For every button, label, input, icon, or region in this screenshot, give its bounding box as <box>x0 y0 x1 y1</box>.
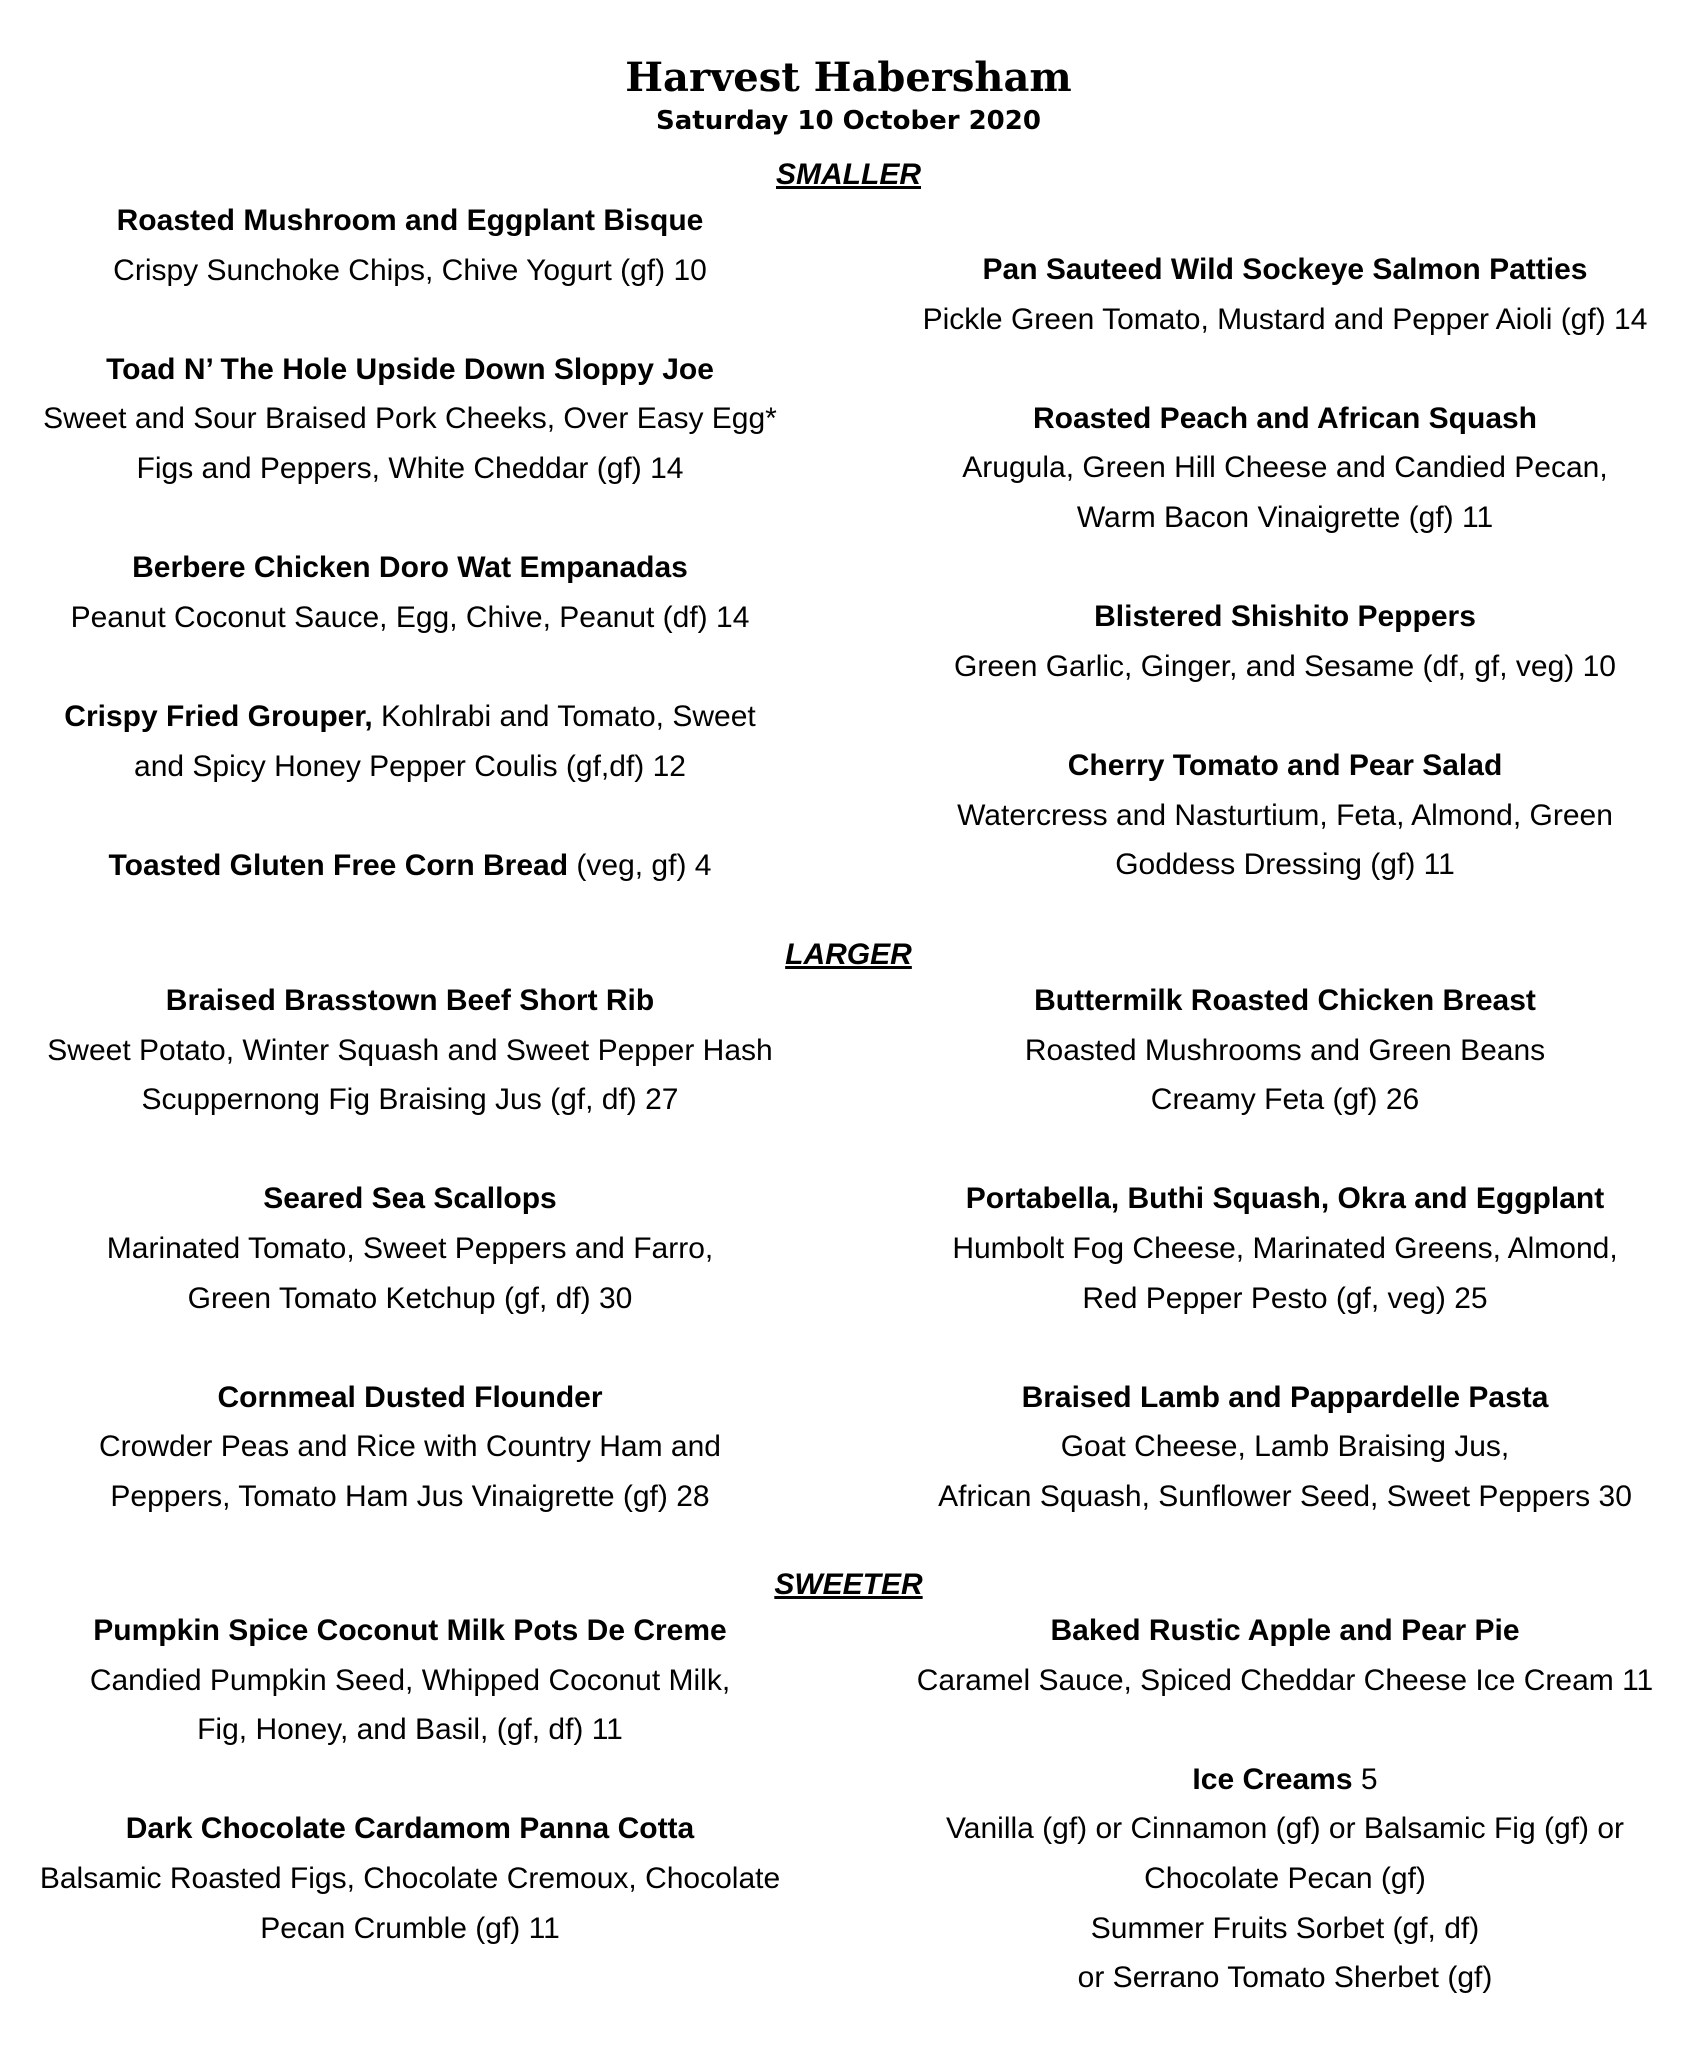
dish-name: Blistered Shishito Peppers <box>1094 600 1476 634</box>
larger-left-column <box>20 976 800 1522</box>
section-heading-sweeter: SWEETER <box>774 1568 923 1601</box>
dish-name: Buttermilk Roasted Chicken Breast <box>1034 984 1536 1017</box>
dish-description: Sweet and Sour Braised Pork Cheeks, Over Easy Egg* <box>43 402 777 436</box>
smaller-right-column <box>890 245 1680 890</box>
restaurant-title: Harvest Habersham <box>625 54 1072 101</box>
menu-item <box>20 543 800 642</box>
menu-item <box>20 345 800 494</box>
dish-description: Vanilla (gf) or Cinnamon (gf) or Balsamic Fig (gf) or <box>946 1812 1624 1846</box>
dish-description: and Spicy Honey Pepper Coulis (gf,df) 12 <box>134 749 686 783</box>
dish-description: Arugula, Green Hill Cheese and Candied Pecan, <box>962 451 1608 485</box>
menu-item-heading <box>20 345 800 395</box>
menu-item <box>890 1373 1680 1522</box>
dish-name: Toad N’ The Hole Upside Down Sloppy Joe <box>106 352 714 386</box>
dish-description: Humbolt Fog Cheese, Marinated Greens, Almond, <box>952 1231 1618 1265</box>
dish-name: Ice Creams <box>1192 1762 1353 1796</box>
dish-description: Warm Bacon Vinaigrette (gf) 11 <box>1076 500 1494 534</box>
dish-description: Goat Cheese, Lamb Braising Jus, <box>1060 1430 1510 1464</box>
dish-description: Watercress and Nasturtium, Feta, Almond, Green <box>957 798 1613 832</box>
dish-description: Peanut Coconut Sauce, Egg, Chive, Peanut (df) 14 <box>70 600 750 634</box>
section-heading-larger: LARGER <box>785 938 912 971</box>
dish-description: Balsamic Roasted Figs, Chocolate Cremoux, Chocolate <box>39 1861 781 1895</box>
dish-description: Goddess Dressing (gf) 11 <box>1115 848 1455 882</box>
menu-item <box>890 245 1680 344</box>
menu-item-heading <box>890 741 1680 791</box>
menu-item <box>20 1606 800 1755</box>
dish-name: Berbere Chicken Doro Wat Empanadas <box>132 551 688 585</box>
sweeter-right-column <box>890 1606 1680 2003</box>
dish-description: Summer Fruits Sorbet (gf, df) <box>1090 1911 1480 1945</box>
menu-item-heading <box>20 692 800 742</box>
menu-item <box>890 394 1680 543</box>
dish-name: Pan Sauteed Wild Sockeye Salmon Patties <box>982 253 1588 286</box>
dish-description: Roasted Mushrooms and Green Beans <box>1024 1033 1546 1067</box>
dish-description: Sweet Potato, Winter Squash and Sweet Pepper Hash <box>47 1033 773 1067</box>
smaller-left-column <box>20 196 800 890</box>
menu-item <box>20 841 800 891</box>
menu-item <box>20 196 800 295</box>
menu-item-heading <box>890 592 1680 642</box>
menu-item-heading <box>890 1174 1680 1224</box>
dish-description: Scuppernong Fig Braising Jus (gf, df) 27 <box>141 1083 679 1117</box>
menu-item <box>20 976 800 1125</box>
dish-name: Portabella, Buthi Squash, Okra and Eggplant <box>965 1182 1605 1216</box>
menu-date: Saturday 10 October 2020 <box>656 106 1041 136</box>
menu-item-heading <box>890 1606 1680 1656</box>
menu-item-heading <box>890 976 1680 1026</box>
dish-name: Toasted Gluten Free Corn Bread <box>108 848 569 882</box>
dish-name: Crispy Fried Grouper, <box>64 699 373 733</box>
menu-item-heading <box>20 543 800 593</box>
dish-inline-detail: (veg, gf) 4 <box>568 848 712 882</box>
dish-name: Pumpkin Spice Coconut Milk Pots De Creme <box>93 1614 727 1647</box>
dish-description: Crispy Sunchoke Chips, Chive Yogurt (gf) 10 <box>113 253 707 287</box>
dish-name: Roasted Peach and African Squash <box>1032 401 1538 435</box>
dish-description: Green Garlic, Ginger, and Sesame (df, gf, veg) 10 <box>954 649 1616 683</box>
menu-item-heading <box>890 245 1680 295</box>
dish-name: Braised Brasstown Beef Short Rib <box>165 984 655 1017</box>
dish-description: Marinated Tomato, Sweet Peppers and Farro, <box>106 1231 714 1265</box>
menu-item-heading <box>20 1174 800 1224</box>
dish-description: or Serrano Tomato Sherbet (gf) <box>1077 1961 1493 1995</box>
menu-item <box>20 1804 800 1953</box>
dish-description: African Squash, Sunflower Seed, Sweet Peppers 30 <box>938 1479 1632 1513</box>
dish-inline-detail: Kohlrabi and Tomato, Sweet <box>372 699 756 733</box>
menu-item <box>890 741 1680 890</box>
dish-inline-detail: 5 <box>1352 1762 1378 1796</box>
dish-description: Candied Pumpkin Seed, Whipped Coconut Milk, <box>89 1663 731 1697</box>
dish-name: Cherry Tomato and Pear Salad <box>1067 748 1503 782</box>
menu-item-heading <box>890 394 1680 444</box>
menu-item-heading <box>20 841 800 891</box>
dish-name: Dark Chocolate Cardamom Panna Cotta <box>125 1812 695 1846</box>
menu-item-heading <box>20 1804 800 1854</box>
dish-name: Seared Sea Scallops <box>263 1182 557 1216</box>
dish-description: Fig, Honey, and Basil, (gf, df) 11 <box>197 1713 623 1747</box>
dish-description: Pickle Green Tomato, Mustard and Pepper Aioli (gf) 14 <box>922 302 1648 336</box>
menu-item <box>20 1174 800 1323</box>
dish-description: Crowder Peas and Rice with Country Ham and <box>99 1430 721 1464</box>
dish-description: Creamy Feta (gf) 26 <box>1150 1083 1420 1117</box>
dish-description: Figs and Peppers, White Cheddar (gf) 14 <box>136 451 684 485</box>
dish-name: Roasted Mushroom and Eggplant Bisque <box>116 204 704 237</box>
menu-item-heading <box>890 1755 1680 1805</box>
menu-item-heading <box>20 1373 800 1423</box>
dish-description: Green Tomato Ketchup (gf, df) 30 <box>187 1281 633 1315</box>
menu-item <box>20 692 800 791</box>
menu-item-heading <box>20 196 800 246</box>
dish-name: Cornmeal Dusted Flounder <box>217 1380 603 1414</box>
dish-description: Red Pepper Pesto (gf, veg) 25 <box>1082 1281 1488 1315</box>
menu-item-heading <box>890 1373 1680 1423</box>
section-heading-smaller: SMALLER <box>776 158 921 191</box>
dish-name: Braised Lamb and Pappardelle Pasta <box>1021 1380 1549 1414</box>
menu-item <box>890 592 1680 691</box>
menu-item <box>890 976 1680 1125</box>
menu-item <box>20 1373 800 1522</box>
dish-description: Pecan Crumble (gf) 11 <box>260 1911 560 1945</box>
dish-description: Caramel Sauce, Spiced Cheddar Cheese Ice Cream 11 <box>916 1663 1654 1697</box>
menu-item-heading <box>20 976 800 1026</box>
dish-description: Chocolate Pecan (gf) <box>1144 1861 1426 1895</box>
sweeter-left-column <box>20 1606 800 1953</box>
larger-right-column <box>890 976 1680 1522</box>
menu-item <box>890 1174 1680 1323</box>
menu-item <box>890 1755 1680 2003</box>
menu-item-heading <box>20 1606 800 1656</box>
dish-name: Baked Rustic Apple and Pear Pie <box>1050 1614 1520 1647</box>
dish-description: Peppers, Tomato Ham Jus Vinaigrette (gf) 28 <box>110 1479 710 1513</box>
menu-item <box>890 1606 1680 1705</box>
